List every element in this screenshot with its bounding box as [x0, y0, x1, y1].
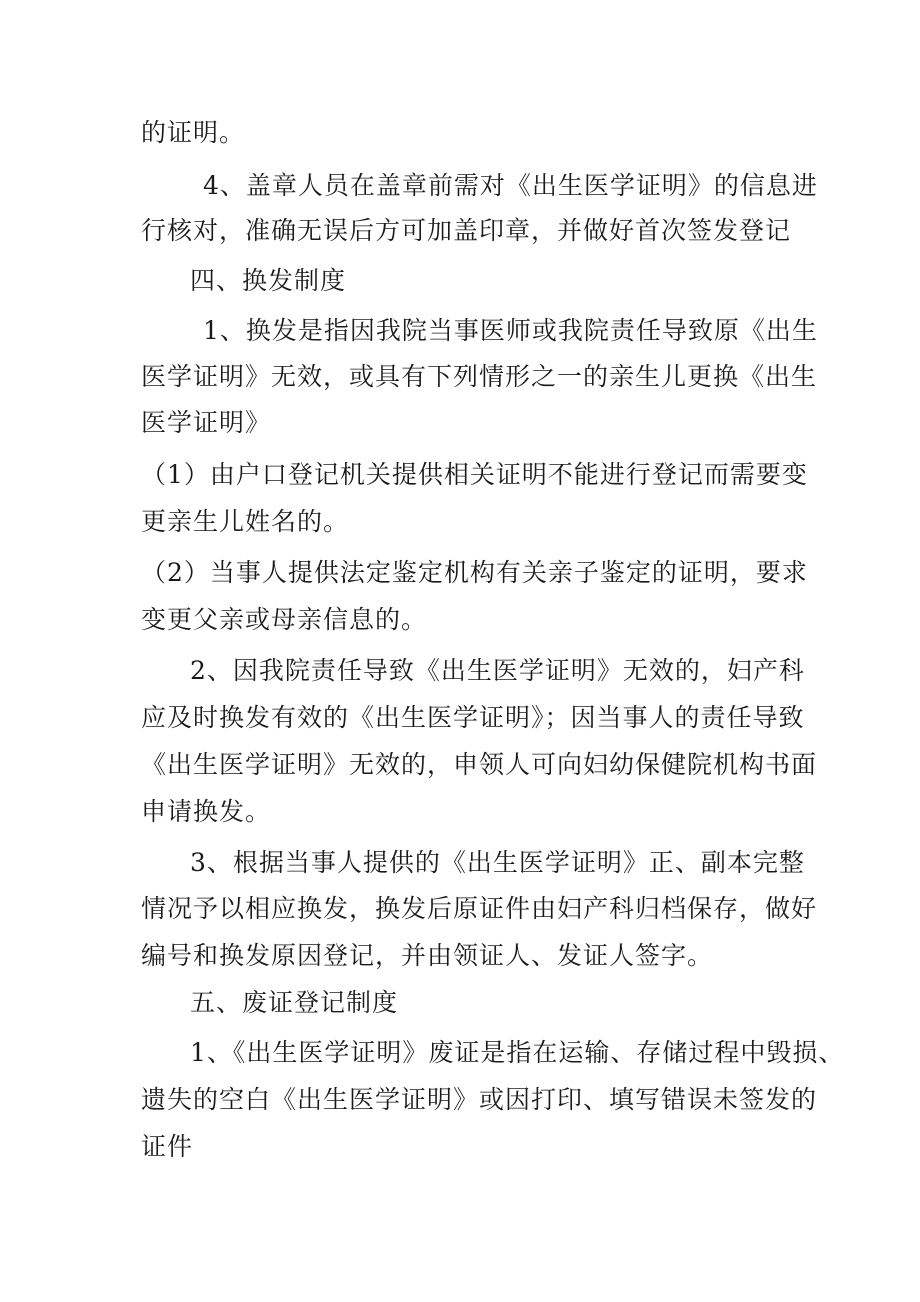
text-line: 医学证明》 — [141, 408, 272, 437]
text-line: 编号和换发原因登记，并由领证人、发证人签字。 — [141, 941, 714, 970]
text-line: 变更父亲或母亲信息的。 — [141, 605, 428, 634]
text-line: 的证明。 — [141, 118, 246, 147]
text-line: 证件 — [141, 1132, 194, 1161]
text-line: 1、《出生医学证明》废证是指在运输、存储过程中毁损、 — [190, 1038, 845, 1067]
section-heading: 五、废证登记制度 — [190, 988, 399, 1017]
text-line: 行核对，准确无误后方可加盖印章，并做好首次签发登记 — [141, 216, 792, 245]
text-line: 情况予以相应换发，换发后原证件由妇产科归档保存，做好 — [141, 894, 818, 923]
text-line: 申请换发。 — [141, 797, 272, 826]
section-heading: 四、换发制度 — [190, 266, 347, 295]
text-line: 4、盖章人员在盖章前需对《出生医学证明》的信息进 — [203, 171, 818, 200]
text-line: 2、因我院责任导致《出生医学证明》无效的，妇产科 — [190, 656, 805, 685]
text-line: 3、根据当事人提供的《出生医学证明》正、副本完整 — [190, 848, 805, 877]
text-line: 应及时换发有效的《出生医学证明》；因当事人的责任导致 — [141, 703, 805, 732]
text-line: （1）由户口登记机关提供相关证明不能进行登记而需要变 — [141, 460, 808, 489]
text-line: 遗失的空白《出生医学证明》或因打印、填写错误未签发的 — [141, 1085, 818, 1114]
text-line: 1、换发是指因我院当事医师或我院责任导致原《出生 — [203, 316, 818, 345]
text-line: （2）当事人提供法定鉴定机构有关亲子鉴定的证明，要求 — [141, 558, 808, 587]
text-line: 医学证明》无效，或具有下列情形之一的亲生儿更换《出生 — [141, 362, 818, 391]
text-line: 更亲生儿姓名的。 — [141, 507, 350, 536]
text-line: 《出生医学证明》无效的，申领人可向妇幼保健院机构书面 — [141, 750, 818, 779]
